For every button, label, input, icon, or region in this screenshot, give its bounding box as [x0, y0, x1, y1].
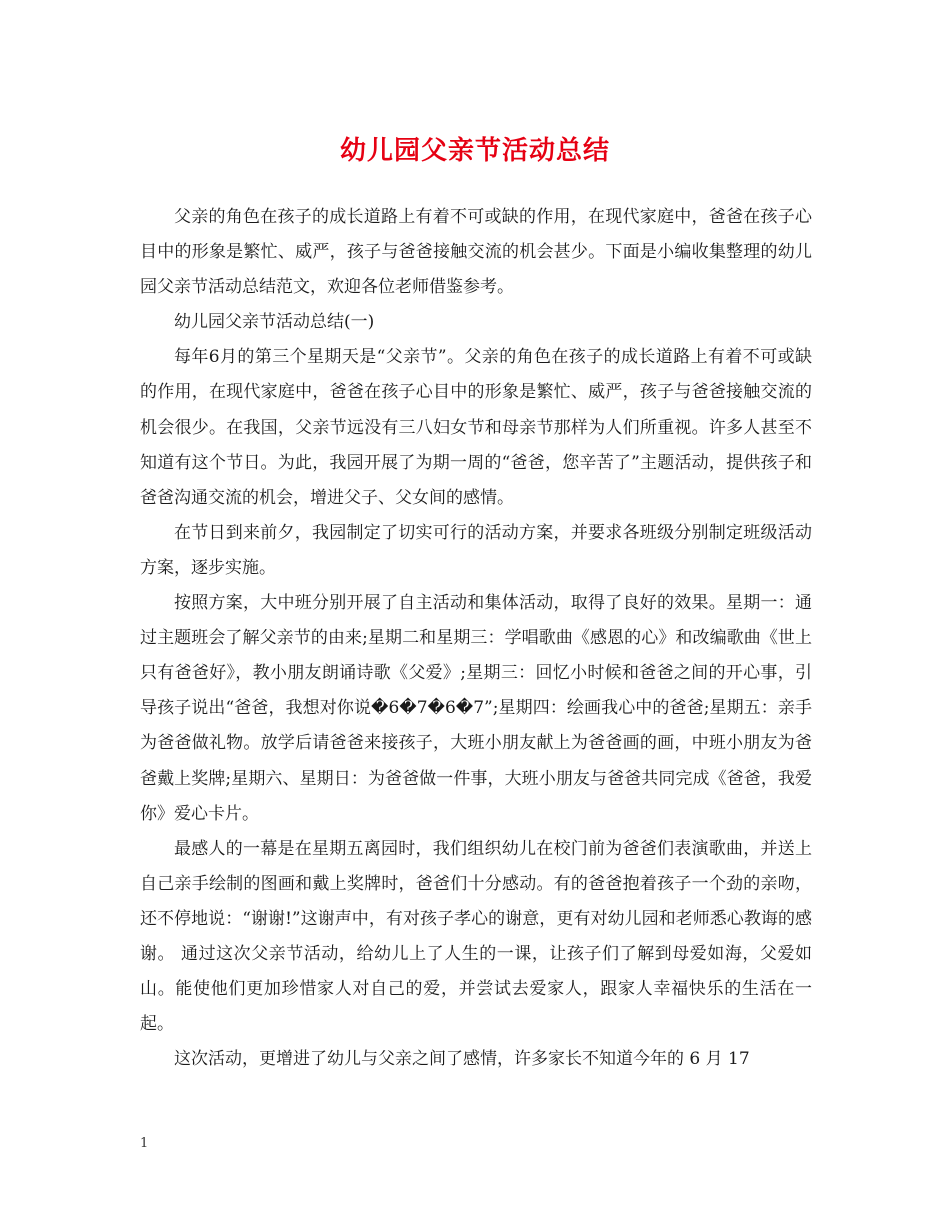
paragraph-conclusion: 这次活动，更增进了幼儿与父亲之间了感情，许多家长不知道今年的 6 月 17	[174, 1049, 750, 1070]
paragraph-activities: 按照方案，大中班分别开展了自主活动和集体活动，取得了良好的效果。星期一：通过主题班会了解父亲节的由来;星期二和星期三：学唱歌曲《感恩的心》和改编歌曲《世上只有爸爸好》，教小朋友朗诵诗歌《父爱》;星期三：回忆小时候和爸爸之间的开心事，引导孩子说出“爸爸，我想对你说�6�7�6�7”;星期四：绘画我心中的爸爸;星期五：亲手为爸爸做礼物。放学后请爸爸来接孩子，大班小朋友献上为爸爸画的画，中班小朋友为爸爸戴上奖牌;星期六、星期日：为爸爸做一件事，大班小朋友与爸爸共同完成《爸爸，我爱你》爱心卡片。	[140, 593, 812, 824]
paragraph-plan: 在节日到来前夕，我园制定了切实可行的活动方案，并要求各班级分别制定班级活动方案，逐步实施。	[140, 522, 812, 578]
document-body	[140, 200, 812, 1077]
section-heading: 幼儿园父亲节活动总结(一)	[174, 312, 375, 333]
page-number: 1	[140, 1136, 149, 1151]
paragraph-background: 每年6月的第三个星期天是“父亲节”。父亲的角色在孩子的成长道路上有着不可或缺的作用，在现代家庭中，爸爸在孩子心目中的形象是繁忙、威严，孩子与爸爸接触交流的机会很少。在我国，父亲节远没有三八妇女节和母亲节那样为人们所重视。许多人甚至不知道有这个节日。为此，我园开展了为期一周的“爸爸，您辛苦了”主题活动，提供孩子和爸爸沟通交流的机会，增进父子、父女间的感情。	[140, 347, 812, 508]
document-title: 幼儿园父亲节活动总结	[339, 136, 610, 166]
paragraph-touching-moment: 最感人的一幕是在星期五离园时，我们组织幼儿在校门前为爸爸们表演歌曲，并送上自己亲手绘制的图画和戴上奖牌时，爸爸们十分感动。有的爸爸抱着孩子一个劲的亲吻，还不停地说：“谢谢!”这谢声中，有对孩子孝心的谢意，更有对幼儿园和老师悉心教诲的感谢。 通过这次父亲节活动，给幼儿上了人生的一课，让孩子们了解到母爱如海，父爱如山。能使他们更加珍惜家人对自己的爱，并尝试去爱家人，跟家人幸福快乐的生活在一起。	[140, 838, 812, 1035]
paragraph-intro: 父亲的角色在孩子的成长道路上有着不可或缺的作用，在现代家庭中，爸爸在孩子心目中的形象是繁忙、威严，孩子与爸爸接触交流的机会甚少。下面是小编收集整理的幼儿园父亲节活动总结范文，欢迎各位老师借鉴参考。	[140, 207, 812, 298]
